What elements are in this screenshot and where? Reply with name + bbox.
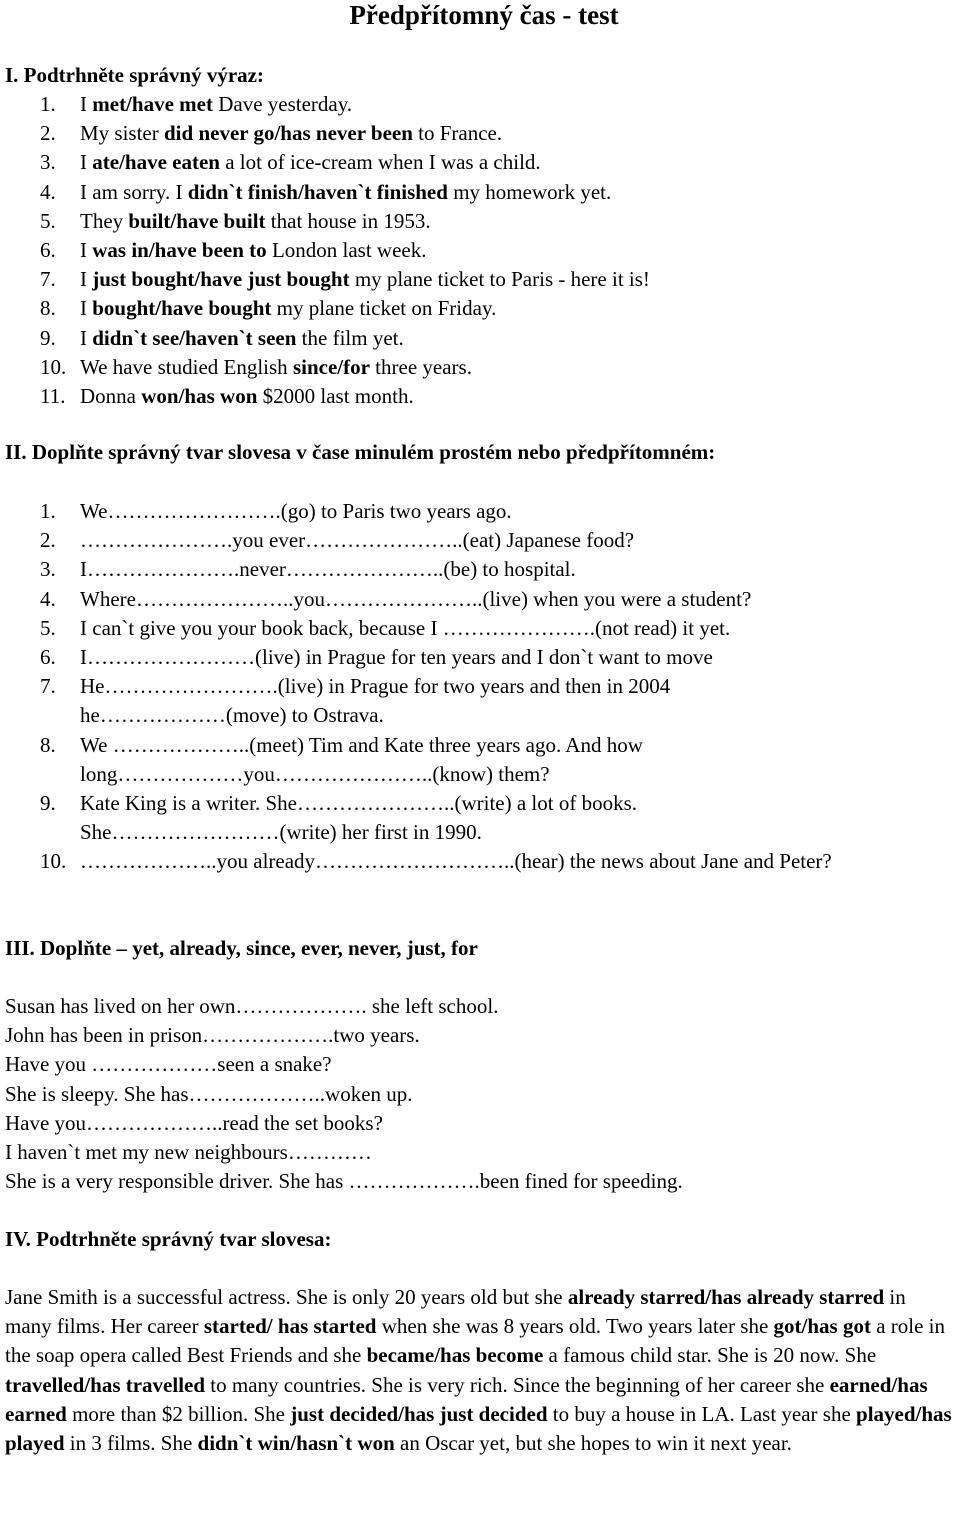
exercise-sentence: Have you ………………seen a snake? [5, 1052, 332, 1077]
item-number: 3. [40, 557, 56, 582]
answer-choice: did never go/has never been [164, 121, 413, 146]
text-segment: I [80, 296, 93, 321]
item-text: We ………………..(meet) Tim and Kate three years ago. And how [80, 732, 643, 757]
item-number: 7. [40, 267, 56, 292]
answer-choice: won/has won [141, 384, 258, 409]
item-number: 9. [40, 325, 56, 350]
text-segment: I [80, 150, 93, 175]
exercise-item [40, 90, 650, 119]
exercise-sentence: Have you………………..read the set books? [5, 1110, 383, 1135]
text-segment: an Oscar yet, but she hopes to win it next year. [394, 1431, 792, 1456]
answer-choice: since/for [292, 354, 370, 379]
answer-choice: didn`t finish/haven`t finished [187, 179, 448, 204]
exercise-item [40, 119, 650, 148]
item-text: ………………….you ever…………………..(eat) Japanese food? [80, 528, 635, 553]
exercise-item [40, 353, 650, 382]
text-segment: my plane ticket to Paris - here it is! [349, 267, 650, 292]
item-number: 8. [40, 732, 56, 757]
exercise-item [40, 236, 650, 265]
exercise-item [40, 178, 650, 207]
item-number: 8. [40, 296, 56, 321]
item-number: 1. [40, 92, 56, 116]
item-number: 11. [40, 384, 66, 409]
exercise-sentence: I haven`t met my new neighbours………… [5, 1140, 372, 1165]
section-1-list [40, 90, 650, 411]
answer-choice: just bought/have just bought [92, 267, 350, 292]
text-segment: my homework yet. [447, 179, 612, 204]
item-text: I can`t give you your book back, because I ………………….(not read) it yet. [80, 615, 731, 640]
item-number: 5. [40, 208, 56, 233]
exercise-item [40, 382, 650, 411]
answer-choice: ate/have eaten [92, 150, 220, 175]
item-number: 7. [40, 674, 56, 699]
item-text: He…………………….(live) in Prague for two years and then in 2004 [80, 674, 671, 699]
item-number: 10. [40, 849, 67, 874]
item-text: She……………………(write) her first in 1990. [80, 820, 482, 845]
item-text: Kate King is a writer. She…………………..(write) a lot of books. [80, 791, 637, 816]
exercise-item [40, 847, 832, 876]
exercise-item [40, 585, 832, 614]
text-segment: Donna [80, 384, 142, 409]
text-segment: in 3 films. She [64, 1431, 198, 1456]
answer-choice: became/has become [366, 1343, 544, 1368]
exercise-item [40, 497, 832, 526]
answer-choice: started/ has started [203, 1314, 377, 1339]
text-segment: I am sorry. I [80, 179, 188, 204]
exercise-item [40, 324, 650, 353]
text-segment: my plane ticket on Friday. [271, 296, 497, 321]
text-segment: a role in the soap opera called Best Friends and she [5, 1314, 946, 1368]
answer-choice: just decided/has just decided [290, 1401, 548, 1426]
text-segment: I [80, 267, 93, 292]
text-segment: in many films. Her career [5, 1285, 906, 1339]
answer-choice: bought/have bought [92, 296, 272, 321]
section-2-list [40, 497, 832, 877]
item-number: 6. [40, 645, 56, 670]
exercise-item [40, 818, 832, 847]
exercise-item [40, 701, 832, 730]
exercise-item [40, 614, 832, 643]
item-number: 10. [40, 354, 67, 379]
exercise-item [40, 265, 650, 294]
text-segment: Dave yesterday. [212, 92, 353, 116]
section-4-paragraph [5, 1283, 957, 1458]
answer-choice: earned/has earned [5, 1372, 928, 1426]
answer-choice: built/have built [128, 208, 266, 233]
exercise-item [40, 672, 832, 701]
text-segment: to buy a house in LA. Last year she [547, 1401, 857, 1426]
item-text: long………………you…………………..(know) them? [80, 761, 550, 786]
item-number: 1. [40, 499, 56, 523]
text-segment: London last week. [266, 238, 427, 263]
section-1-heading: I. Podtrhněte správný výraz: [5, 63, 264, 87]
exercise-item [40, 789, 832, 818]
answer-choice: played/has played [5, 1401, 952, 1456]
exercise-sentence: Susan has lived on her own………………. she left school. [5, 994, 499, 1018]
item-number: 5. [40, 615, 56, 640]
text-segment: I [80, 92, 93, 116]
answer-choice: met/have met [92, 92, 213, 116]
answer-choice: got/has got [773, 1314, 871, 1339]
item-number: 9. [40, 791, 56, 816]
text-segment: that house in 1953. [265, 208, 431, 233]
text-segment: a famous child star. She is 20 now. She [543, 1343, 877, 1368]
item-number: 4. [40, 179, 56, 204]
item-number: 2. [40, 528, 56, 553]
item-number: 2. [40, 121, 56, 146]
item-number: 6. [40, 238, 56, 263]
item-text: I………………….never…………………..(be) to hospital. [80, 557, 576, 582]
text-segment: We have studied English [80, 354, 293, 379]
exercise-item [40, 294, 650, 323]
text-segment: the film yet. [296, 325, 404, 350]
answer-choice: already starred/has already starred [567, 1285, 885, 1309]
item-text: Where…………………..you…………………..(live) when you were a student? [80, 586, 752, 611]
item-number: 4. [40, 586, 56, 611]
exercise-item [40, 526, 832, 555]
answer-choice: didn`t win/hasn`t won [197, 1431, 395, 1456]
item-text: We…………………….(go) to Paris two years ago. [80, 499, 512, 523]
text-segment: Jane Smith is a successful actress. She is only 20 years old but she [5, 1285, 568, 1309]
section-2-heading: II. Doplňte správný tvar slovesa v čase minulém prostém nebo předpřítomném: [5, 440, 716, 464]
exercise-sentence: She is a very responsible driver. She has ……………….been fined for speeding. [5, 1169, 683, 1194]
text-segment: My sister [80, 121, 164, 146]
text-segment: when she was 8 years old. Two years later she [376, 1314, 774, 1339]
text-segment: a lot of ice-cream when I was a child. [219, 150, 541, 175]
exercise-item [40, 643, 832, 672]
text-segment: I [80, 238, 93, 263]
answer-choice: didn`t see/haven`t seen [92, 325, 297, 350]
answer-choice: was in/have been to [92, 238, 267, 263]
page-title: Předpřítomný čas - test [349, 0, 619, 30]
text-segment: three years. [369, 354, 472, 379]
exercise-sentence: She is sleepy. She has………………..woken up. [5, 1081, 413, 1106]
exercise-item [40, 760, 832, 789]
exercise-sentence: John has been in prison……………….two years. [5, 1023, 420, 1048]
text-segment: more than $2 billion. She [66, 1401, 291, 1426]
item-text: ………………..you already………………………..(hear) the news about Jane and Peter? [80, 849, 832, 874]
exercise-item [40, 207, 650, 236]
answer-choice: travelled/has travelled [5, 1372, 206, 1397]
text-segment: $2000 last month. [257, 384, 414, 409]
section-3-list [5, 992, 683, 1196]
exercise-item [40, 148, 650, 177]
item-text: I……………………(live) in Prague for ten years and I don`t want to move [80, 645, 713, 670]
exercise-item [40, 731, 832, 760]
item-number: 3. [40, 150, 56, 175]
text-segment: They [80, 208, 129, 233]
text-segment: I [80, 325, 93, 350]
text-segment: to France. [412, 121, 503, 146]
section-3-heading: III. Doplňte – yet, already, since, ever, never, just, for [5, 936, 478, 960]
text-segment: to many countries. She is very rich. Since the beginning of her career she [205, 1372, 830, 1397]
section-4-heading: IV. Podtrhněte správný tvar slovesa: [5, 1227, 332, 1251]
exercise-item [40, 555, 832, 584]
item-text: he………………(move) to Ostrava. [80, 703, 384, 728]
